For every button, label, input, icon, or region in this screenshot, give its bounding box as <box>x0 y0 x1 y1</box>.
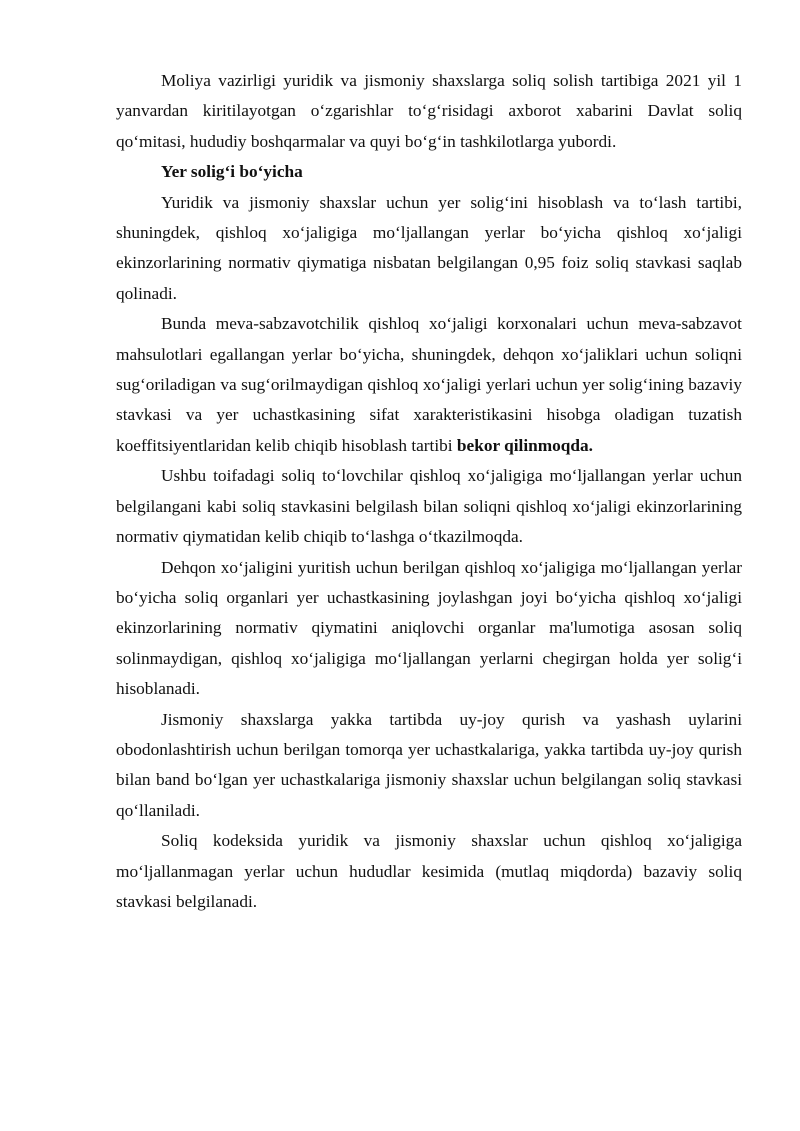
paragraph-individuals: Jismoniy shaxslarga yakka tartibda uy-joy qurish va yashash uylarini obodonlashtirish uchun berilgan tomorqa yer uchastkalariga, yakka tartibda uy-joy qurish bilan band bo‘lgan yer uchastkalariga jismoniy shaxslar uchun belgilangan soliq stavkasi qo‘llaniladi. <box>116 709 742 820</box>
paragraph-abolished-procedure <box>116 309 742 461</box>
document-page <box>116 66 742 917</box>
paragraph-abolished-bold: bekor qilinmoqda. <box>456 435 593 455</box>
intro-paragraph: Moliya vazirligi yuridik va jismoniy shaxslarga soliq solish tartibiga 2021 yil 1 yanvardan kiritilayotgan o‘zgarishlar to‘g‘risidagi axborot xabarini Davlat soliq qo‘mitasi, hududiy boshqarmalar va quyi bo‘g‘in tashkilotlarga yubordi. <box>116 71 742 151</box>
paragraph-abolished-text: Bunda meva-sabzavotchilik qishloq xo‘jaligi korxonalari uchun meva-sabzavot mahsulotlari egallangan yerlar bo‘yicha, shuningdek, dehqon xo‘jaliklari uchun soliqni sug‘oriladigan va sug‘orilmaydigan qishloq xo‘jaligi yerlari uchun yer solig‘ining bazaviy stavkasi va yer uchastkasining sifat xarakteristikasini hisobga oladigan tuzatish koeffitsiyentlaridan kelib chiqib hisoblash tartibi <box>116 314 742 455</box>
paragraph-dehqon-farms: Dehqon xo‘jaligini yuritish uchun berilgan qishloq xo‘jaligiga mo‘ljallangan yerlar bo‘yicha soliq organlari yer uchastkasining joylashgan joyi bo‘yicha qishloq xo‘jaligi ekinzorlarining normativ qiymatini aniqlovchi organlar ma'lumotiga asosan soliq solinmaydigan, qishloq xo‘jaligiga mo‘ljallangan yerlarni chegirgan holda yer solig‘i hisoblanadi. <box>116 557 742 699</box>
paragraph-tax-rate: Yuridik va jismoniy shaxslar uchun yer solig‘ini hisoblash va to‘lash tartibi, shuningdek, qishloq xo‘jaligiga mo‘ljallangan yerlar bo‘yicha qishloq xo‘jaligi ekinzorlarining normativ qiymatiga nisbatan belgilangan 0,95 foiz soliq stavkasi saqlab qolinadi. <box>116 192 742 303</box>
section-heading: Yer solig‘i bo‘yicha <box>161 162 303 182</box>
paragraph-tax-code: Soliq kodeksida yuridik va jismoniy shaxslar uchun qishloq xo‘jaligiga mo‘ljallanmagan yerlar uchun hududlar kesimida (mutlaq miqdorda) bazaviy soliq stavkasi belgilanadi. <box>116 831 742 911</box>
paragraph-payers-transfer: Ushbu toifadagi soliq to‘lovchilar qishloq xo‘jaligiga mo‘ljallangan yerlar uchun belgilangani kabi soliq stavkasini belgilash bilan soliqni qishloq xo‘jaligi ekinzorlarining normativ qiymatidan kelib chiqib to‘lashga o‘tkazilmoqda. <box>116 466 742 547</box>
